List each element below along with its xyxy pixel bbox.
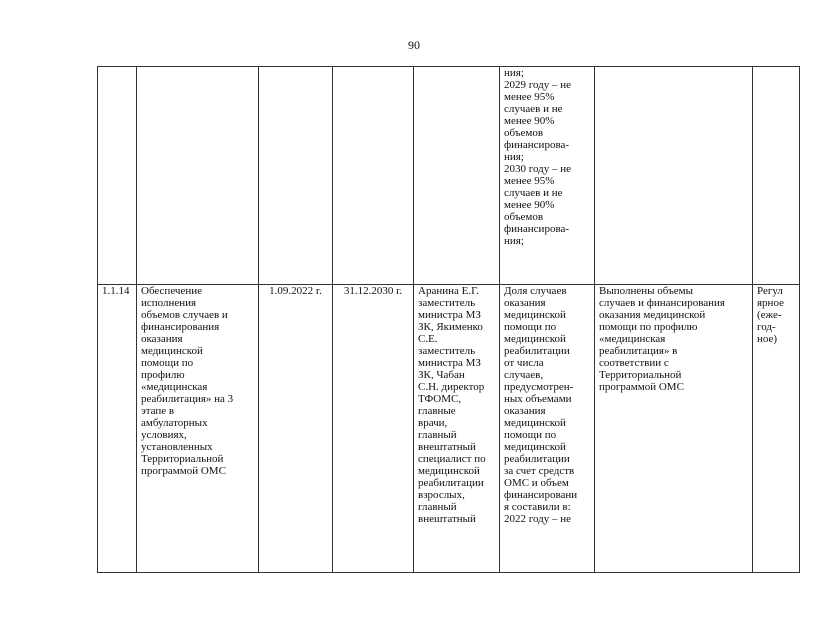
cell-end-date [333,67,414,285]
cell-responsible: Аранина Е.Г. заместитель министра МЗ ЗК, Якименко С.Е. заместитель министра МЗ ЗК, Чабан С.Н. директор ТФОМС, главные врачи, главный внештатный специалист по медицинской реабилитации взрослых, главный внештатный [414,285,500,573]
table-row [98,285,800,573]
page-number: 90 [408,38,420,52]
plan-table [97,66,800,573]
cell-responsible [414,67,500,285]
cell-start-date: 1.09.2022 г. [259,285,333,573]
cell-start-date [259,67,333,285]
cell-indicator: Доля случаев оказания медицинской помощи по медицинской реабилитации от числа случаев, предусмотрен- ных объемами оказания медицинской помощи по медицинской реабилитации за счет средств ОМС и объем финансировани я составили в: 2022 году – не [500,285,595,573]
table-row [98,67,800,285]
cell-result: Выполнены объемы случаев и финансирования оказания медицинской помощи по профилю «медицинская реабилитация» в соответствии с Территориальной программой ОМС [595,285,753,573]
cell-indicator: ния; 2029 году – не менее 95% случаев и не менее 90% объемов финансирова- ния; 2030 году – не менее 95% случаев и не менее 90% объемов финансирова- ния; [500,67,595,285]
cell-event [137,67,259,285]
cell-periodicity [753,67,800,285]
cell-number [98,67,137,285]
cell-result [595,67,753,285]
cell-number: 1.1.14 [98,285,137,573]
cell-event: Обеспечение исполнения объемов случаев и финансирования оказания медицинской помощи по профилю «медицинская реабилитация» на 3 этапе в амбулаторных условиях, установленных Территориальной программой ОМС [137,285,259,573]
cell-end-date: 31.12.2030 г. [333,285,414,573]
cell-periodicity: Регул ярное (еже- год- ное) [753,285,800,573]
